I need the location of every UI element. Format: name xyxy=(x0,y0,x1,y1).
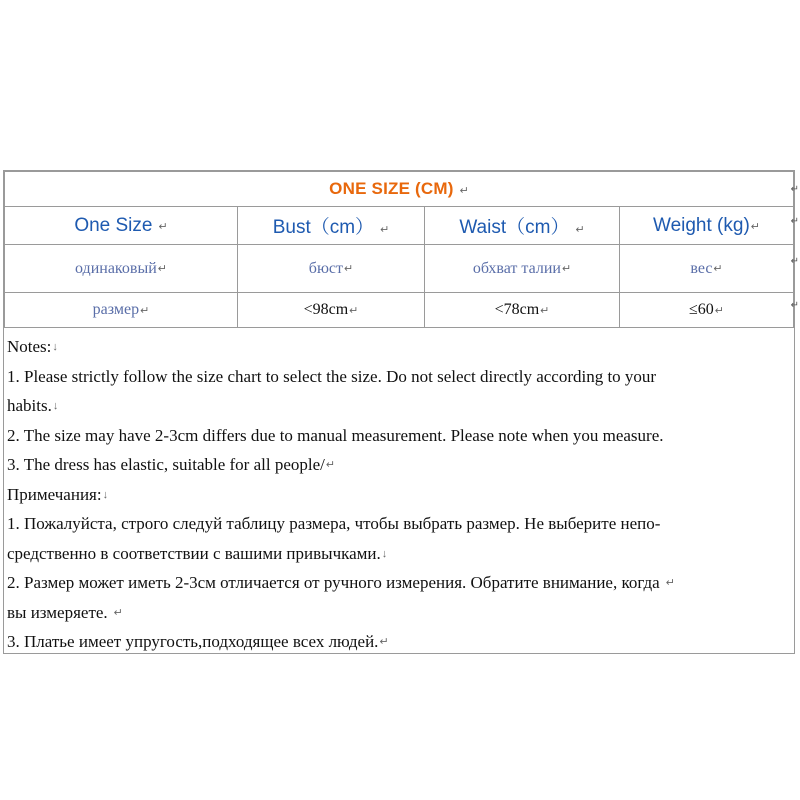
value-row xyxy=(5,293,794,328)
value-weight: ≤60 xyxy=(689,301,714,318)
header-cell xyxy=(425,207,620,245)
paragraph-mark: ↵ xyxy=(379,636,389,649)
line-break-mark: ↓ xyxy=(381,547,388,560)
size-table xyxy=(4,171,794,328)
note-line xyxy=(7,450,794,480)
note-text: 2. The size may have 2-3cm differs due to manual measurement. Please note when you measure. xyxy=(7,425,664,445)
note-line xyxy=(7,391,794,421)
paragraph-mark: ↵ xyxy=(665,577,675,590)
paragraph-mark: ↵ xyxy=(140,304,150,317)
size-chart-title: ONE SIZE (CM) xyxy=(329,179,454,198)
note-text: 1. Please strictly follow the size chart to select the size. Do not select directly according to your xyxy=(7,366,657,386)
edge-mark: ↵ xyxy=(790,216,799,227)
value-cell xyxy=(425,293,620,328)
note-line xyxy=(7,598,794,628)
note-text: 3. Платье имеет упругость,подходящее всех людей. xyxy=(7,632,379,651)
paragraph-mark: ↵ xyxy=(561,263,572,276)
edge-mark: ↵ xyxy=(790,300,799,311)
note-text: средственно в соответствии с вашими привычками. xyxy=(7,543,381,563)
note-line xyxy=(7,509,794,539)
notes-section xyxy=(4,328,794,657)
russian-header-weight: вес xyxy=(690,259,713,277)
russian-header-bust: бюст xyxy=(308,259,343,277)
paragraph-mark: ↵ xyxy=(349,304,359,317)
note-text: 3. The dress has elastic, suitable for all people/ xyxy=(7,455,325,474)
value-cell xyxy=(238,293,425,328)
note-text: вы измеряете. xyxy=(7,602,108,622)
header-waist: Waist（cm） xyxy=(459,217,570,238)
note-text: 1. Пожалуйста, строго следуй таблицу размера, чтобы выбрать размер. Не выберите непо- xyxy=(7,514,661,533)
edge-mark: ↵ xyxy=(790,184,799,195)
header-cell xyxy=(620,207,794,245)
paragraph-mark: ↵ xyxy=(459,184,469,197)
paragraph-mark: ↵ xyxy=(575,223,585,236)
line-break-mark: ↓ xyxy=(52,341,58,354)
line-break-mark: ↓ xyxy=(102,488,109,501)
title-row xyxy=(5,172,794,207)
note-line xyxy=(7,421,794,451)
russian-header-waist: обхват талии xyxy=(472,259,561,277)
line-break-mark: ↓ xyxy=(52,400,59,413)
value-size-label: размер xyxy=(92,301,140,318)
note-line xyxy=(7,362,794,392)
paragraph-mark: ↵ xyxy=(113,606,123,619)
value-cell xyxy=(5,293,238,328)
notes-heading xyxy=(7,332,794,362)
value-bust: <98cm xyxy=(303,301,349,318)
title-cell xyxy=(5,172,794,207)
note-text: 2. Размер может иметь 2-3см отличается от ручного измерения. Обратите внимание, когда xyxy=(7,573,660,592)
header-cell xyxy=(238,207,425,245)
notes-heading-russian xyxy=(7,480,794,510)
russian-header-cell xyxy=(5,245,238,293)
paragraph-mark: ↵ xyxy=(380,223,390,236)
header-row xyxy=(5,207,794,245)
note-text: Notes: xyxy=(7,337,52,356)
paragraph-mark: ↵ xyxy=(157,263,167,276)
note-line xyxy=(7,539,794,569)
note-line xyxy=(7,568,794,598)
header-one-size: One Size xyxy=(74,214,153,236)
size-chart-document xyxy=(3,170,795,654)
edge-mark: ↵ xyxy=(790,256,799,267)
paragraph-mark: ↵ xyxy=(714,304,724,317)
value-waist: <78cm xyxy=(494,301,540,318)
note-text: habits. xyxy=(7,396,52,415)
note-line xyxy=(7,627,794,657)
russian-header-cell xyxy=(620,245,794,293)
russian-header-cell xyxy=(425,245,620,293)
header-bust: Bust（cm） xyxy=(272,217,375,238)
paragraph-mark: ↵ xyxy=(158,221,168,234)
russian-header-one-size: одинаковый xyxy=(75,259,157,277)
header-cell xyxy=(5,207,238,245)
paragraph-mark: ↵ xyxy=(750,221,760,234)
russian-header-cell xyxy=(238,245,425,293)
paragraph-mark: ↵ xyxy=(540,304,550,317)
paragraph-mark: ↵ xyxy=(325,459,336,472)
paragraph-mark: ↵ xyxy=(343,263,354,276)
paragraph-mark: ↵ xyxy=(713,263,723,276)
header-weight: Weight (kg) xyxy=(652,214,750,236)
note-text: Примечания: xyxy=(7,484,102,504)
russian-header-row xyxy=(5,245,794,293)
value-cell xyxy=(620,293,794,328)
